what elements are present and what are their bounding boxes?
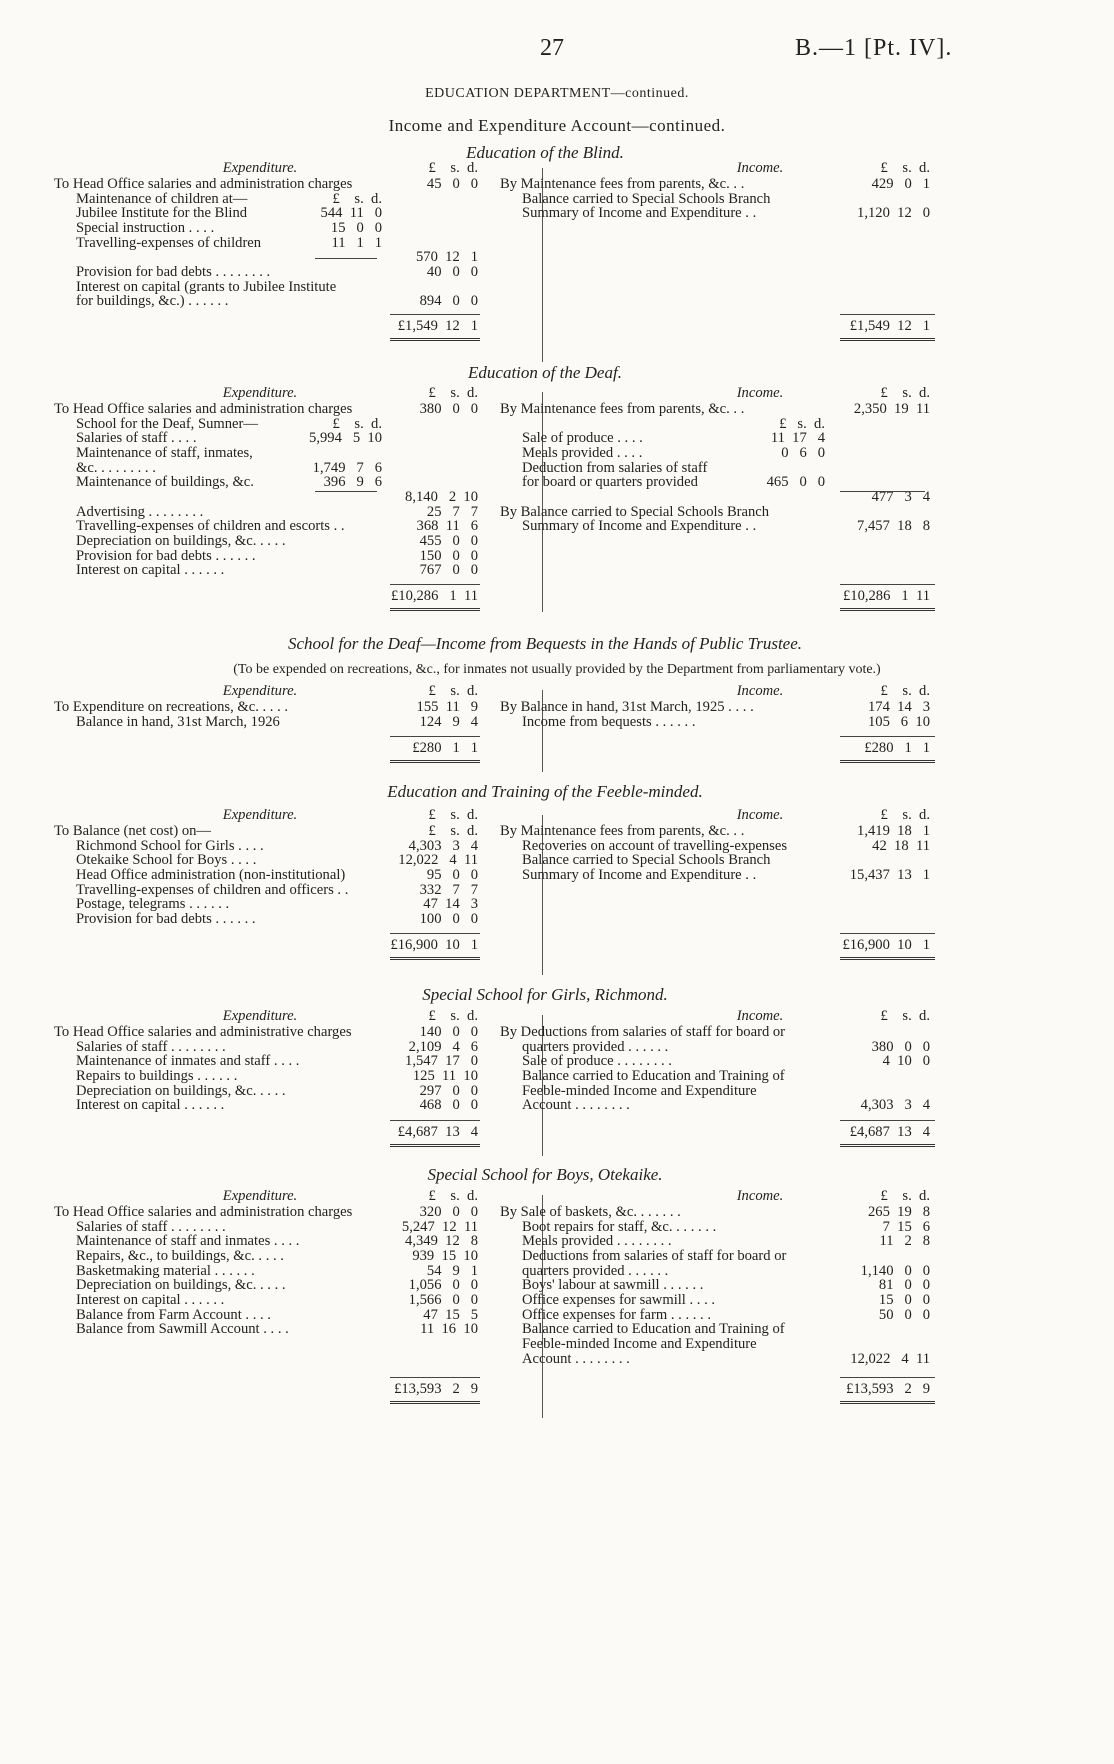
income-line-label: Sale of produce . . . . . . . . — [522, 1053, 672, 1070]
income-sub-amount: 11 17 4 — [770, 430, 825, 447]
total-rule-bottom — [840, 338, 935, 341]
expenditure-sub-amount: 5,994 5 10 — [309, 430, 382, 447]
expenditure-sub-amount: 396 9 6 — [323, 474, 382, 491]
income-line-label: Boys' labour at sawmill . . . . . . — [522, 1277, 704, 1294]
income-amount: 81 0 0 — [878, 1277, 930, 1294]
expenditure-heading: Expenditure. — [222, 683, 298, 699]
income-amount: 11 2 8 — [879, 1233, 930, 1250]
expenditure-line-label: Repairs to buildings . . . . . . — [76, 1067, 238, 1084]
total-rule-bottom — [390, 1144, 480, 1147]
expenditure-line-label: Jubilee Institute for the Blind — [76, 205, 248, 222]
expenditure-line-label: Salaries of staff . . . . — [76, 430, 197, 447]
department-heading: EDUCATION DEPARTMENT—continued. — [425, 86, 689, 101]
expenditure-amount: 125 11 10 — [412, 1067, 478, 1084]
expenditure-amount: 8,140 2 10 — [405, 488, 478, 505]
income-line-label: By Maintenance fees from parents, &c. . . — [500, 176, 745, 192]
total-rule-bottom — [390, 760, 480, 763]
income-line-label: Deductions from salaries of staff for board or — [522, 1247, 787, 1264]
income-amount: 7 15 6 — [882, 1218, 930, 1235]
expenditure-column-headings: £ s. d. — [428, 807, 478, 823]
expenditure-line-label: Depreciation on buildings, &c. . . . . — [76, 1082, 286, 1099]
expenditure-line-label: Interest on capital . . . . . . — [76, 1291, 225, 1308]
income-total: £10,286 1 11 — [842, 588, 930, 604]
expenditure-line-label: Maintenance of inmates and staff . . . . — [76, 1053, 300, 1070]
income-line-label: By Deductions from salaries of staff for board or — [500, 1024, 786, 1040]
expenditure-amount: 150 0 0 — [419, 547, 478, 564]
expenditure-amount: 140 0 0 — [419, 1024, 478, 1040]
income-total: £13,593 2 9 — [846, 1381, 930, 1397]
total-rule-top — [390, 736, 480, 737]
expenditure-heading: Expenditure. — [222, 1008, 298, 1024]
income-column-headings: £ s. d. — [880, 1188, 930, 1204]
expenditure-line-label: Maintenance of buildings, &c. — [76, 474, 254, 491]
expenditure-line-label: Balance in hand, 31st March, 1926 — [76, 713, 280, 730]
expenditure-total: £16,900 10 1 — [390, 937, 478, 953]
income-line-label: By Balance in hand, 31st March, 1925 . . . . — [500, 699, 754, 715]
income-line-label: Balance carried to Education and Training of — [522, 1321, 785, 1338]
total-rule-bottom — [840, 1401, 935, 1404]
income-heading: Income. — [736, 807, 784, 823]
subtotal-rule — [315, 258, 377, 259]
expenditure-line-label: Advertising . . . . . . . . — [76, 503, 204, 520]
section-title: Education and Training of the Feeble-minded. — [387, 782, 703, 801]
total-rule-top — [840, 584, 935, 585]
expenditure-amount: 4,349 12 8 — [405, 1233, 478, 1250]
expenditure-amount: 1,056 0 0 — [408, 1277, 478, 1294]
income-line-label: By Balance carried to Special Schools Branch — [500, 503, 770, 520]
expenditure-line-label: Special instruction . . . . — [76, 219, 215, 236]
expenditure-amount: 54 9 1 — [426, 1262, 478, 1279]
expenditure-line-label: Head Office administration (non-institutional) — [76, 866, 346, 883]
expenditure-amount: 4,303 3 4 — [408, 837, 478, 854]
expenditure-line-label: Salaries of staff . . . . . . . . — [76, 1218, 226, 1235]
total-rule-bottom — [390, 957, 480, 960]
income-line-label: Meals provided . . . . . . . . — [522, 1233, 672, 1250]
income-amount: 1,140 0 0 — [860, 1262, 930, 1279]
expenditure-line-label: for buildings, &c.) . . . . . . — [76, 293, 229, 310]
income-sub-amount: 465 0 0 — [766, 474, 825, 491]
income-amount: 265 19 8 — [867, 1204, 930, 1220]
expenditure-amount: 2,109 4 6 — [408, 1038, 478, 1055]
income-column-headings: £ s. d. — [880, 160, 930, 176]
income-line-label: By Maintenance fees from parents, &c. . . — [500, 823, 745, 839]
expenditure-amount: 12,022 4 11 — [398, 852, 478, 869]
expenditure-amount: 11 16 10 — [420, 1321, 478, 1338]
total-rule-top — [840, 314, 935, 315]
income-amount: 42 18 11 — [872, 837, 930, 854]
subtotal-rule — [840, 491, 925, 492]
expenditure-amount: 455 0 0 — [419, 532, 478, 549]
expenditure-amount: 45 0 0 — [426, 176, 478, 192]
expenditure-total: £4,687 13 4 — [397, 1124, 478, 1140]
income-total: £4,687 13 4 — [849, 1124, 930, 1140]
income-line-label: Feeble-minded Income and Expenditure — [522, 1082, 757, 1099]
expenditure-amount: 1,566 0 0 — [408, 1291, 478, 1308]
total-rule-bottom — [390, 1401, 480, 1404]
expenditure-amount: £ s. d. — [428, 823, 478, 839]
expenditure-line-label: To Head Office salaries and administration charges — [54, 176, 353, 192]
income-line-label: Meals provided . . . . — [522, 444, 643, 461]
expenditure-sub-amount: 15 0 0 — [330, 219, 382, 236]
total-rule-top — [390, 314, 480, 315]
expenditure-column-headings: £ s. d. — [428, 160, 478, 176]
expenditure-amount: 939 15 10 — [412, 1247, 478, 1264]
expenditure-line-label: Interest on capital . . . . . . — [76, 1097, 225, 1114]
section-title: School for the Deaf—Income from Bequests in the Hands of Public Trustee. — [287, 634, 803, 653]
total-rule-bottom — [840, 957, 935, 960]
total-rule-top — [840, 933, 935, 934]
expenditure-line-label: Repairs, &c., to buildings, &c. . . . . — [76, 1247, 284, 1264]
income-line-label: Account . . . . . . . . — [522, 1097, 630, 1114]
expenditure-line-label: Depreciation on buildings, &c. . . . . — [76, 1277, 286, 1294]
income-column-headings: £ s. d. — [880, 683, 930, 699]
document-reference: B.—1 [Pt. IV]. — [795, 35, 953, 61]
total-rule-top — [390, 584, 480, 585]
income-amount: 174 14 3 — [867, 699, 930, 715]
income-heading: Income. — [736, 1188, 784, 1204]
income-heading: Income. — [736, 385, 784, 401]
expenditure-sub-amount: £ s. d. — [332, 190, 382, 207]
expenditure-total: £10,286 1 11 — [390, 588, 478, 604]
income-line-label: Sale of produce . . . . — [522, 430, 643, 447]
income-line-label: Summary of Income and Expenditure . . — [522, 866, 757, 883]
income-amount: 1,120 12 0 — [857, 205, 930, 222]
expenditure-column-headings: £ s. d. — [428, 683, 478, 699]
section-title: Education of the Deaf. — [468, 363, 622, 382]
expenditure-line-label: Travelling-expenses of children — [76, 234, 262, 251]
total-rule-bottom — [840, 1144, 935, 1147]
expenditure-line-label: Otekaike School for Boys . . . . — [76, 852, 257, 869]
expenditure-amount: 100 0 0 — [419, 910, 478, 927]
page-number: 27 — [540, 35, 564, 61]
expenditure-amount: 368 11 6 — [416, 518, 478, 535]
expenditure-amount: 380 0 0 — [419, 401, 478, 417]
income-line-label: Office expenses for sawmill . . . . — [522, 1291, 716, 1308]
income-amount: 2,350 19 11 — [853, 401, 930, 417]
income-heading: Income. — [736, 683, 784, 699]
total-rule-top — [840, 736, 935, 737]
expenditure-line-label: To Head Office salaries and administration charges — [54, 1204, 353, 1220]
income-line-label: Balance carried to Special Schools Branch — [522, 190, 771, 207]
expenditure-total: £13,593 2 9 — [394, 1381, 478, 1397]
expenditure-amount: 47 15 5 — [423, 1306, 478, 1323]
income-amount: 15,437 13 1 — [849, 866, 930, 883]
expenditure-amount: 767 0 0 — [419, 562, 478, 579]
income-amount: 7,457 18 8 — [857, 518, 930, 535]
expenditure-line-label: &c. . . . . . . . . — [76, 459, 156, 476]
income-total: £280 1 1 — [864, 740, 930, 756]
expenditure-amount: 47 14 3 — [423, 896, 478, 913]
income-amount: 4 10 0 — [882, 1053, 930, 1070]
expenditure-line-label: Interest on capital (grants to Jubilee Institute — [76, 278, 337, 295]
income-line-label: Balance carried to Education and Training of — [522, 1067, 785, 1084]
expenditure-line-label: Travelling-expenses of children and officers . . — [76, 881, 349, 898]
subtotal-rule — [315, 491, 377, 492]
expenditure-line-label: Interest on capital . . . . . . — [76, 562, 225, 579]
income-amount: 4,303 3 4 — [860, 1097, 930, 1114]
expenditure-amount: 155 11 9 — [416, 699, 478, 715]
expenditure-amount: 320 0 0 — [419, 1204, 478, 1220]
expenditure-sub-amount: 544 11 0 — [320, 205, 382, 222]
total-rule-bottom — [840, 608, 935, 611]
expenditure-heading: Expenditure. — [222, 385, 298, 401]
expenditure-amount: 1,547 17 0 — [405, 1053, 478, 1070]
expenditure-line-label: To Head Office salaries and administrative charges — [54, 1024, 352, 1040]
income-line-label: quarters provided . . . . . . — [522, 1262, 669, 1279]
expenditure-sub-amount: £ s. d. — [332, 415, 382, 432]
expenditure-column-headings: £ s. d. — [428, 385, 478, 401]
income-heading: Income. — [736, 1008, 784, 1024]
income-line-label: Income from bequests . . . . . . — [522, 713, 696, 730]
income-line-label: Balance carried to Special Schools Branch — [522, 852, 771, 869]
income-column-headings: £ s. d. — [880, 385, 930, 401]
expenditure-amount: 124 9 4 — [419, 713, 478, 730]
expenditure-heading: Expenditure. — [222, 1188, 298, 1204]
income-sub-amount: £ s. d. — [779, 415, 825, 432]
expenditure-amount: 25 7 7 — [426, 503, 478, 520]
income-column-headings: £ s. d. — [880, 1008, 930, 1024]
expenditure-line-label: To Expenditure on recreations, &c. . . . . — [54, 699, 289, 715]
expenditure-line-label: Travelling-expenses of children and escorts . . — [76, 518, 345, 535]
expenditure-line-label: Balance from Sawmill Account . . . . — [76, 1321, 289, 1338]
total-rule-bottom — [390, 338, 480, 341]
income-line-label: Recoveries on account of travelling-expenses — [522, 837, 788, 854]
section-title: Special School for Girls, Richmond. — [422, 985, 668, 1004]
expenditure-line-label: Balance from Farm Account . . . . — [76, 1306, 271, 1323]
expenditure-heading: Expenditure. — [222, 807, 298, 823]
income-line-label: Summary of Income and Expenditure . . — [522, 205, 757, 222]
expenditure-column-headings: £ s. d. — [428, 1188, 478, 1204]
expenditure-line-label: To Balance (net cost) on— — [54, 823, 212, 839]
expenditure-amount: 297 0 0 — [419, 1082, 478, 1099]
total-rule-top — [390, 1377, 480, 1378]
expenditure-amount: 40 0 0 — [426, 263, 478, 280]
income-amount: 15 0 0 — [878, 1291, 930, 1308]
column-divider — [542, 392, 543, 612]
expenditure-line-label: Basketmaking material . . . . . . — [76, 1262, 255, 1279]
section-title: Education of the Blind. — [466, 143, 624, 162]
expenditure-line-label: Postage, telegrams . . . . . . — [76, 896, 230, 913]
expenditure-line-label: Maintenance of staff, inmates, — [76, 444, 253, 461]
income-amount: 477 3 4 — [871, 488, 930, 505]
income-line-label: Deduction from salaries of staff — [522, 459, 708, 476]
expenditure-line-label: Maintenance of staff and inmates . . . . — [76, 1233, 300, 1250]
expenditure-line-label: Provision for bad debts . . . . . . . . — [76, 263, 271, 280]
expenditure-total: £280 1 1 — [412, 740, 478, 756]
income-amount: 105 6 10 — [867, 713, 930, 730]
expenditure-line-label: Salaries of staff . . . . . . . . — [76, 1038, 226, 1055]
expenditure-sub-amount: 1,749 7 6 — [312, 459, 382, 476]
income-line-label: quarters provided . . . . . . — [522, 1038, 669, 1055]
income-amount: 380 0 0 — [871, 1038, 930, 1055]
expenditure-amount: 332 7 7 — [419, 881, 478, 898]
income-heading: Income. — [736, 160, 784, 176]
income-line-label: Boot repairs for staff, &c. . . . . . . — [522, 1218, 717, 1235]
income-line-label: Summary of Income and Expenditure . . — [522, 518, 757, 535]
income-line-label: By Sale of baskets, &c. . . . . . . — [500, 1204, 681, 1220]
income-line-label: By Maintenance fees from parents, &c. . . — [500, 401, 745, 417]
expenditure-total: £1,549 12 1 — [397, 318, 478, 334]
income-amount: 12,022 4 11 — [850, 1350, 930, 1367]
total-rule-top — [390, 933, 480, 934]
expenditure-amount: 95 0 0 — [426, 866, 478, 883]
total-rule-top — [390, 1120, 480, 1121]
total-rule-bottom — [390, 608, 480, 611]
expenditure-heading: Expenditure. — [222, 160, 298, 176]
income-column-headings: £ s. d. — [880, 807, 930, 823]
expenditure-amount: 570 12 1 — [415, 249, 478, 266]
income-total: £16,900 10 1 — [842, 937, 930, 953]
total-rule-bottom — [840, 760, 935, 763]
expenditure-line-label: Depreciation on buildings, &c. . . . . — [76, 532, 286, 549]
expenditure-line-label: Maintenance of children at— — [76, 190, 248, 207]
expenditure-line-label: School for the Deaf, Sumner— — [76, 415, 258, 432]
income-total: £1,549 12 1 — [849, 318, 930, 334]
expenditure-line-label: Richmond School for Girls . . . . — [76, 837, 264, 854]
expenditure-line-label: Provision for bad debts . . . . . . — [76, 547, 256, 564]
income-line-label: Feeble-minded Income and Expenditure — [522, 1335, 757, 1352]
income-amount: 50 0 0 — [878, 1306, 930, 1323]
expenditure-amount: 5,247 12 11 — [401, 1218, 478, 1235]
income-sub-amount: 0 6 0 — [781, 444, 825, 461]
total-rule-top — [840, 1120, 935, 1121]
income-amount: 1,419 18 1 — [857, 823, 930, 839]
section-note: (To be expended on recreations, &c., for inmates not usually provided by the Department from parliamentary vote.) — [233, 662, 881, 677]
section-title: Special School for Boys, Otekaike. — [427, 1165, 663, 1184]
expenditure-amount: 894 0 0 — [419, 293, 478, 310]
account-heading: Income and Expenditure Account—continued. — [388, 116, 726, 135]
expenditure-sub-amount: 11 1 1 — [331, 234, 382, 251]
expenditure-line-label: Provision for bad debts . . . . . . — [76, 910, 256, 927]
total-rule-top — [840, 1377, 935, 1378]
expenditure-line-label: To Head Office salaries and administration charges — [54, 401, 353, 417]
income-line-label: Office expenses for farm . . . . . . — [522, 1306, 711, 1323]
expenditure-column-headings: £ s. d. — [428, 1008, 478, 1024]
expenditure-amount: 468 0 0 — [419, 1097, 478, 1114]
income-line-label: for board or quarters provided — [522, 474, 698, 491]
income-line-label: Account . . . . . . . . — [522, 1350, 630, 1367]
income-amount: 429 0 1 — [871, 176, 930, 192]
